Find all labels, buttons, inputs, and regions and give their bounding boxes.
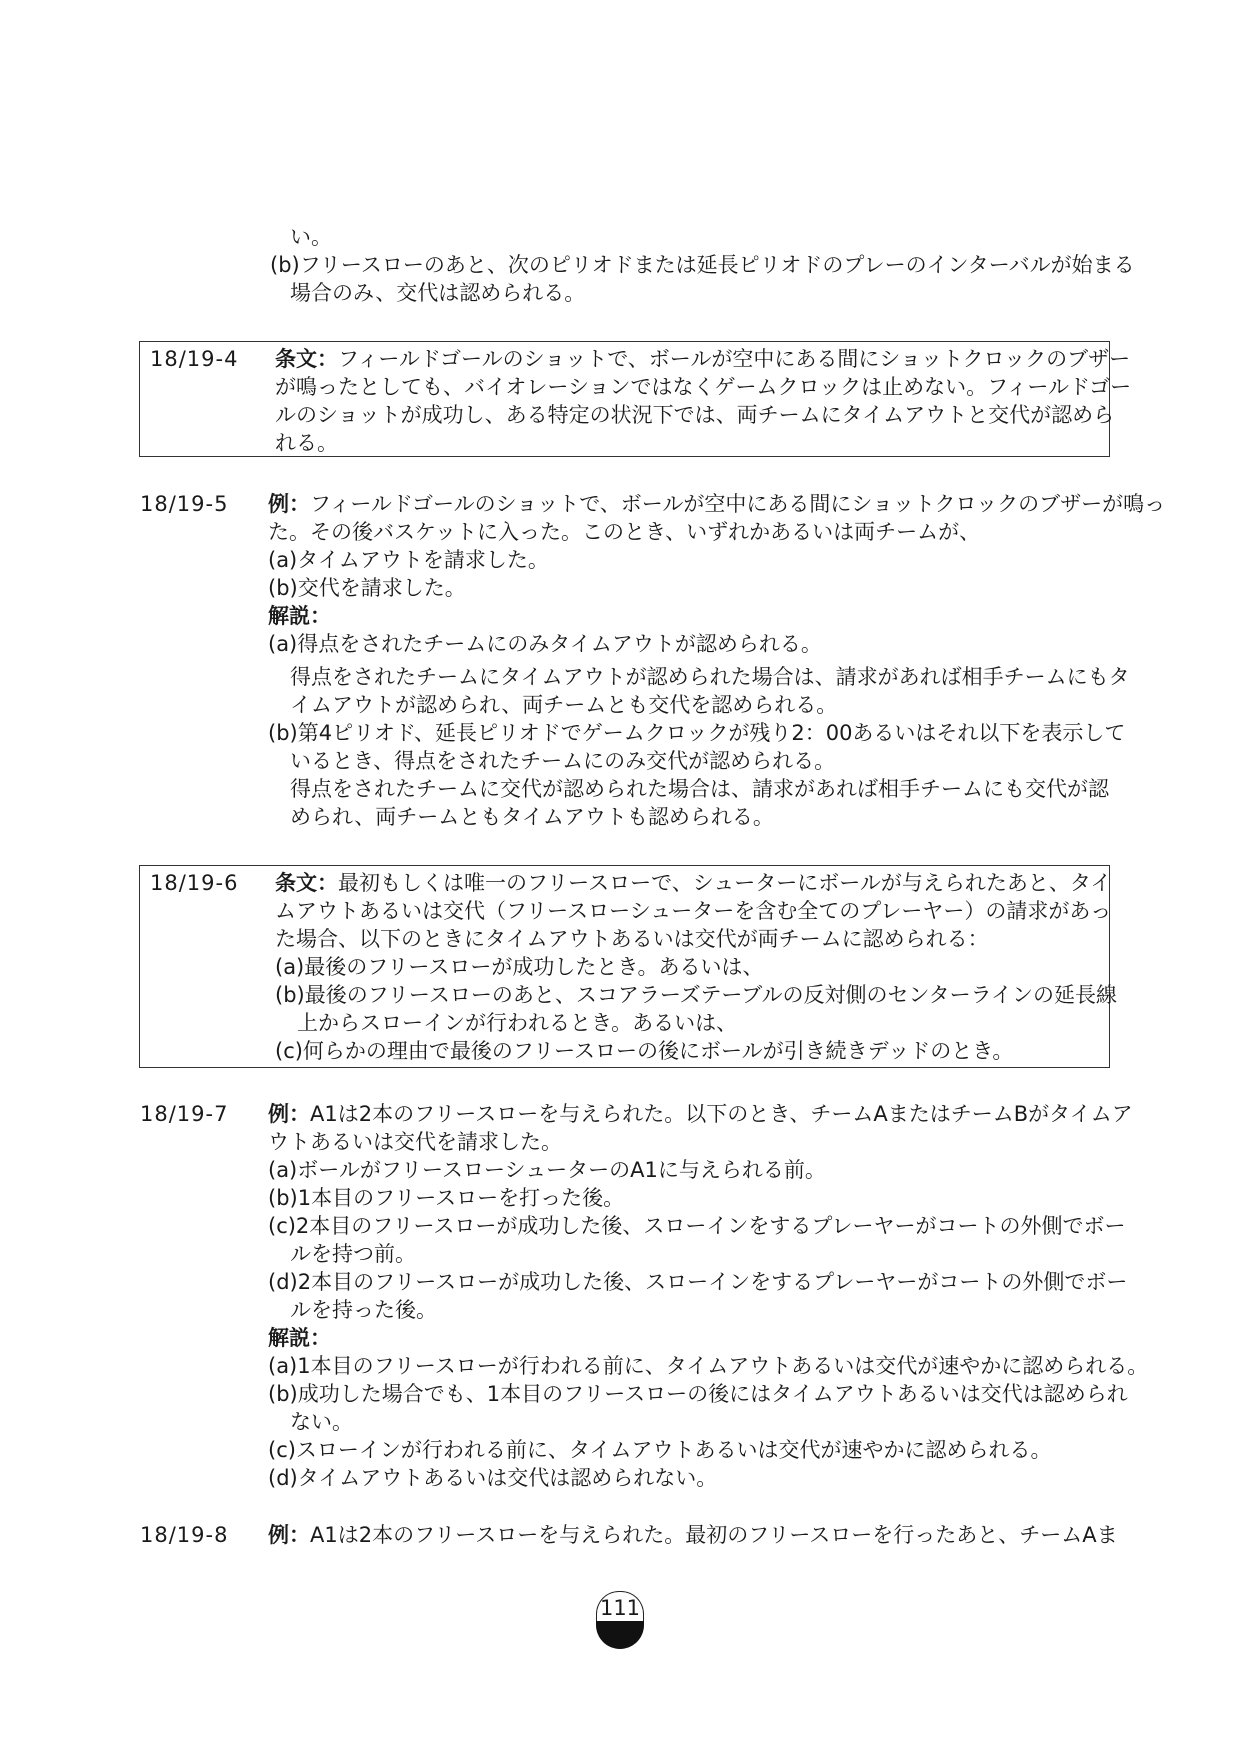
section-number-18-19-5: 18/19-5	[140, 492, 229, 516]
explanation-18-19-5-line-3: イムアウトが認められ、両チームとも交代を認められる。	[290, 693, 838, 717]
example-text: A1は2本のフリースローを与えられた。最初のフリースローを行ったあと、チームAま	[310, 1523, 1118, 1547]
rule-text-18-19-6-line-2: ムアウトあるいは交代（フリースローシューターを含む全てのプレーヤー）の請求があっ	[275, 899, 1112, 923]
example-18-19-8-line-1	[268, 1521, 1118, 1549]
example-label: 例：	[268, 1523, 310, 1547]
example-18-19-7-line-8: ルを持った後。	[290, 1298, 437, 1322]
explanation-18-19-7-line-2: (b)成功した場合でも、1本目のフリースローの後にはタイムアウトあるいは交代は認められ	[268, 1382, 1128, 1406]
rule-label: 条文：	[275, 347, 338, 371]
explanation-18-19-7-line-5: (d)タイムアウトあるいは交代は認められない。	[268, 1466, 718, 1490]
rule-text-18-19-4-line-1	[275, 345, 1130, 373]
rule-text-18-19-6-line-6: 上からスローインが行われるとき。あるいは、	[297, 1011, 738, 1035]
section-number-18-19-4: 18/19-4	[150, 347, 239, 371]
rule-text-18-19-6-line-5: (b)最後のフリースローのあと、スコアラーズテーブルの反対側のセンターラインの延長線	[275, 983, 1117, 1007]
example-18-19-7-line-6: ルを持つ前。	[290, 1242, 416, 1266]
page-number: 111	[596, 1591, 644, 1622]
top-line-1: い。	[290, 225, 332, 249]
example-text: A1は2本のフリースローを与えられた。以下のとき、チームAまたはチームBがタイムア	[310, 1102, 1133, 1126]
example-18-19-5-line-2: た。その後バスケットに入った。このとき、いずれかあるいは両チームが、	[268, 520, 981, 544]
rule-text-18-19-6-line-4: (a)最後のフリースローが成功したとき。あるいは、	[275, 955, 764, 979]
explanation-18-19-5-line-6: 得点をされたチームに交代が認められた場合は、請求があれば相手チームにも交代が認	[290, 777, 1109, 801]
explanation-18-19-5-line-4: (b)第4ピリオド、延長ピリオドでゲームクロックが残り2：00あるいはそれ以下を表示して	[268, 721, 1126, 745]
rule-text-18-19-4-line-3: ルのショットが成功し、ある特定の状況下では、両チームにタイムアウトと交代が認めら	[275, 403, 1115, 427]
section-number-18-19-8: 18/19-8	[140, 1523, 229, 1547]
example-label: 例：	[268, 1102, 310, 1126]
top-line-3: 場合のみ、交代は認められる。	[290, 281, 586, 305]
page-number-ornament	[596, 1621, 644, 1649]
top-line-2: (b)フリースローのあと、次のピリオドまたは延長ピリオドのプレーのインターバルが始まる	[270, 253, 1135, 277]
rule-text: 最初もしくは唯一のフリースローで、シューターにボールが与えられたあと、タイ	[338, 871, 1112, 895]
rule-text-18-19-4-line-2: が鳴ったとしても、バイオレーションではなくゲームクロックは止めない。フィールドゴー	[275, 375, 1132, 399]
example-18-19-7-line-5: (c)2本目のフリースローが成功した後、スローインをするプレーヤーがコートの外側でボー	[268, 1214, 1126, 1238]
example-18-19-7-line-7: (d)2本目のフリースローが成功した後、スローインをするプレーヤーがコートの外側でボー	[268, 1270, 1128, 1294]
example-18-19-7-line-4: (b)1本目のフリースローを打った後。	[268, 1186, 625, 1210]
example-18-19-5-line-3: (a)タイムアウトを請求した。	[268, 548, 549, 572]
explanation-18-19-7-line-4: (c)スローインが行われる前に、タイムアウトあるいは交代が速やかに認められる。	[268, 1438, 1052, 1462]
page-number-badge	[596, 1591, 644, 1651]
example-18-19-5-line-4: (b)交代を請求した。	[268, 576, 466, 600]
explanation-18-19-5-line-5: いるとき、得点をされたチームにのみ交代が認められる。	[290, 749, 836, 773]
explanation-label-18-19-7: 解説：	[268, 1326, 331, 1350]
explanation-18-19-5-line-7: められ、両チームともタイムアウトも認められる。	[290, 805, 774, 829]
example-label: 例：	[268, 492, 310, 516]
example-18-19-5-line-1	[268, 490, 1165, 518]
explanation-18-19-5-line-2: 得点をされたチームにタイムアウトが認められた場合は、請求があれば相手チームにもタ	[290, 665, 1130, 689]
section-number-18-19-6: 18/19-6	[150, 871, 239, 895]
rule-text-18-19-6-line-3: た場合、以下のときにタイムアウトあるいは交代が両チームに認められる：	[275, 927, 989, 951]
explanation-18-19-7-line-1: (a)1本目のフリースローが行われる前に、タイムアウトあるいは交代が速やかに認められる。	[268, 1354, 1149, 1378]
example-18-19-7-line-2: ウトあるいは交代を請求した。	[268, 1130, 562, 1154]
section-number-18-19-7: 18/19-7	[140, 1102, 229, 1126]
explanation-label-18-19-5: 解説：	[268, 604, 331, 628]
explanation-18-19-7-line-3: ない。	[290, 1410, 353, 1434]
example-18-19-7-line-3: (a)ボールがフリースローシューターのA1に与えられる前。	[268, 1158, 826, 1182]
explanation-18-19-5-line-1: (a)得点をされたチームにのみタイムアウトが認められる。	[268, 632, 822, 656]
example-text: フィールドゴールのショットで、ボールが空中にある間にショットクロックのブザーが鳴っ	[310, 492, 1166, 516]
rule-label: 条文：	[275, 871, 338, 895]
rule-text-18-19-6-line-1	[275, 869, 1111, 897]
rule-text-18-19-4-line-4: れる。	[275, 431, 338, 455]
rule-text: フィールドゴールのショットで、ボールが空中にある間にショットクロックのブザー	[338, 347, 1131, 371]
rule-text-18-19-6-line-7: (c)何らかの理由で最後のフリースローの後にボールが引き続きデッドのとき。	[275, 1039, 1014, 1063]
example-18-19-7-line-1	[268, 1100, 1133, 1128]
